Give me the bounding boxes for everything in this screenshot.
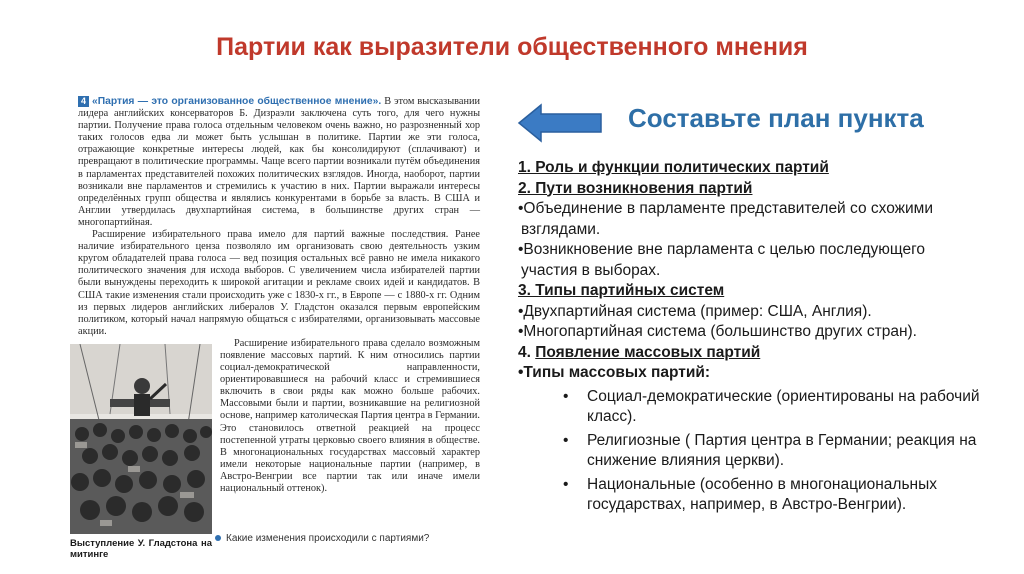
plan-bullet-parliament-cont: взглядами. [521, 220, 601, 238]
paragraph-text: В этом высказывании лидера английских консерваторов Б. Дизраэли заключена суть того, для чего нужны партии. Получение права голоса отдельным человеком очень важно, но разрозненный хор таких голосов едва ли может быть услышан в политике. Партии же эти голоса, отражающие конкретные интересы людей, как бы консолидируют (сплачивают) и превращают в политические программы. Чаще всего партии возникали путём объединения в парламентах представителей похожих политических взглядов. Иногда, наоборот, партии возникали вне парламентов и стремились к участию в них. Партии выражали интересы определённых групп общества и являлись конкурентами в борьбе за власть. В США и Англии утвердилась двухпартийная система, в большинстве других стран — многопартийная. [78, 96, 480, 228]
plan-item-1: 1. Роль и функции политических партий [518, 159, 829, 176]
textbook-page [70, 96, 480, 560]
review-question [215, 533, 429, 544]
textbook-paragraph-1 [78, 96, 480, 229]
section-number: 4 [78, 96, 89, 107]
plan-bullet-mass-types: •Типы массовых партий: [518, 364, 711, 381]
mass-party-types-list [518, 387, 1018, 516]
textbook-paragraph-2: Расширение избирательного права имело для партий важные последствия. Ранее наличие избирательного ценза позволяло им организовать свою деятельность узким кругом обладателей права голоса — вед позиция остальных всё равно не имела никакого политического значения для исхода выборов. С увеличением числа избирателей партии были вынуждены переходить к широкой агитации и рекламе своих идей и кандидатов. В США такие изменения стали происходить уже с 1830-х гг., в Европе — с 1880-х гг. Одним из первых лидеров английских либералов У. Гладстон оказался первым европейским политиком, который начал напрямую общаться с избирателями, организовывать массовые акции. [78, 229, 480, 337]
plan-item-4 [518, 343, 1018, 364]
plan-bullet-parliament: •Объединение в парламенте представителей со схожими [518, 200, 933, 217]
plan-heading: Составьте план пункта [628, 103, 924, 133]
plan-item-4-number: 4. [518, 343, 536, 361]
list-item: • Социал-демократические (ориентированы на рабочий класс). [518, 387, 1018, 428]
left-arrow-icon [517, 103, 603, 143]
plan-bullet-two-party: •Двухпартийная система (пример: США, Англия). [518, 302, 872, 320]
illustration-caption: Выступление У. Гладстона на митинге [70, 537, 212, 560]
review-question-text: Какие изменения происходили с партиями? [226, 533, 430, 544]
plan-bullet-outside-parliament: •Возникновение вне парламента с целью последующего [518, 241, 926, 258]
plan-item-3: 3. Типы партийных систем [518, 282, 725, 299]
plan-item-4-text: Появление массовых партий [535, 343, 761, 361]
list-item: • Национальные (особенно в многонациональных государствах, например, в Австро-Венгрии). [518, 475, 1018, 516]
plan-item-2: 2. Пути возникновения партий [518, 179, 753, 197]
crowd-engraving-image [70, 344, 212, 534]
plan-bullet-multi-party: •Многопартийная система (большинство других стран). [518, 323, 917, 340]
outline-plan [518, 158, 1018, 516]
plan-bullet-outside-parliament-cont: участия в выборах. [521, 261, 661, 279]
gladstone-illustration [70, 344, 212, 566]
slide-title: Партии как выразители общественного мнения [216, 33, 808, 61]
section-lead: «Партия — это организованное общественное мнение». [92, 96, 382, 107]
textbook-paragraph-3: Расширение избирательного права сделало возможным появление массовых партий. К ним относились партии социал-демократической направленности, ориентировавшиеся на рабочий класс и стремившиеся включить в свои ряды как можно больше рабочих. Массовыми были и партии, возникавшие на религиозной основе, например католическая Партия центра в Германии. Это становилось ответной реакцией на процесс постепенной утраты церковью своего влияния в обществе. В многонациональных государствах массовый характер имели некоторые национальные партии (например, в Австро-Венгрии все партии так или иначе имели национальный оттенок). [220, 337, 480, 494]
bullet-dot-icon [215, 535, 221, 541]
list-item: • Религиозные ( Партия центра в Германии; реакция на снижение влияния церкви). [518, 431, 1018, 472]
